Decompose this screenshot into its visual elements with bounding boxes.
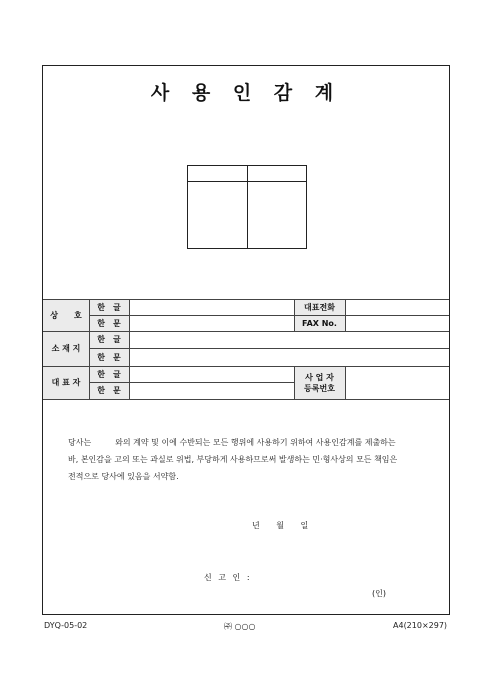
phone-field[interactable] [346,300,449,315]
representative-label: 대 표 자 [51,378,81,387]
company-chinese-label: 한 문 [97,318,121,328]
document-title: 사 용 인 감 계 [150,82,342,104]
business-reg-label-line2: 등록번호 [304,383,335,393]
company-name-label: 상 호 [50,310,82,320]
declarer-label: 신 고 인 : [204,573,252,582]
company-korean-field[interactable] [130,300,293,315]
business-reg-label [294,366,345,399]
representative-korean-field[interactable] [130,367,293,382]
seal-impression-box [187,165,307,249]
pledge-text [68,434,438,485]
business-reg-field[interactable] [346,367,449,399]
company-chinese-field[interactable] [130,316,293,331]
company-korean-label: 한 글 [97,302,121,312]
address-korean-label: 한 글 [97,335,121,344]
pledge-line-3: 전적으로 당사에 있음을 서약함. [68,472,179,481]
pledge-line-2: 바, 본인감을 고의 또는 과실로 위법, 부당하게 사용하므로써 발생하는 민·형사상의 모든 책임은 [68,455,398,464]
company-info-table [43,299,449,399]
footer-doc-code: DYQ-05-02 [44,621,88,630]
representative-chinese-label: 한 문 [97,386,121,395]
address-chinese-field[interactable] [130,349,449,366]
date-line: 년 월 일 [252,521,309,530]
seal-box-divider [247,166,248,248]
fax-field[interactable] [346,316,449,331]
representative-korean-label: 한 글 [97,369,121,379]
business-reg-label-line1: 사 업 자 [305,372,334,382]
pledge-line-1: 당사는 와의 계약 및 이에 수반되는 모든 행위에 사용하기 위하여 사용인감계를 제출하는 [68,438,396,447]
address-label: 소 재 지 [51,344,81,353]
fax-label: FAX No. [302,318,337,328]
footer-paper-size: A4(210×297) [393,621,448,630]
representative-chinese-field[interactable] [130,383,293,399]
footer-company: ㈜ ○○○ [224,622,256,631]
address-korean-field[interactable] [130,332,449,348]
form-frame [42,65,450,615]
seal-mark: (인) [372,589,386,598]
address-chinese-label: 한 문 [97,352,121,362]
phone-label: 대표전화 [304,302,335,312]
